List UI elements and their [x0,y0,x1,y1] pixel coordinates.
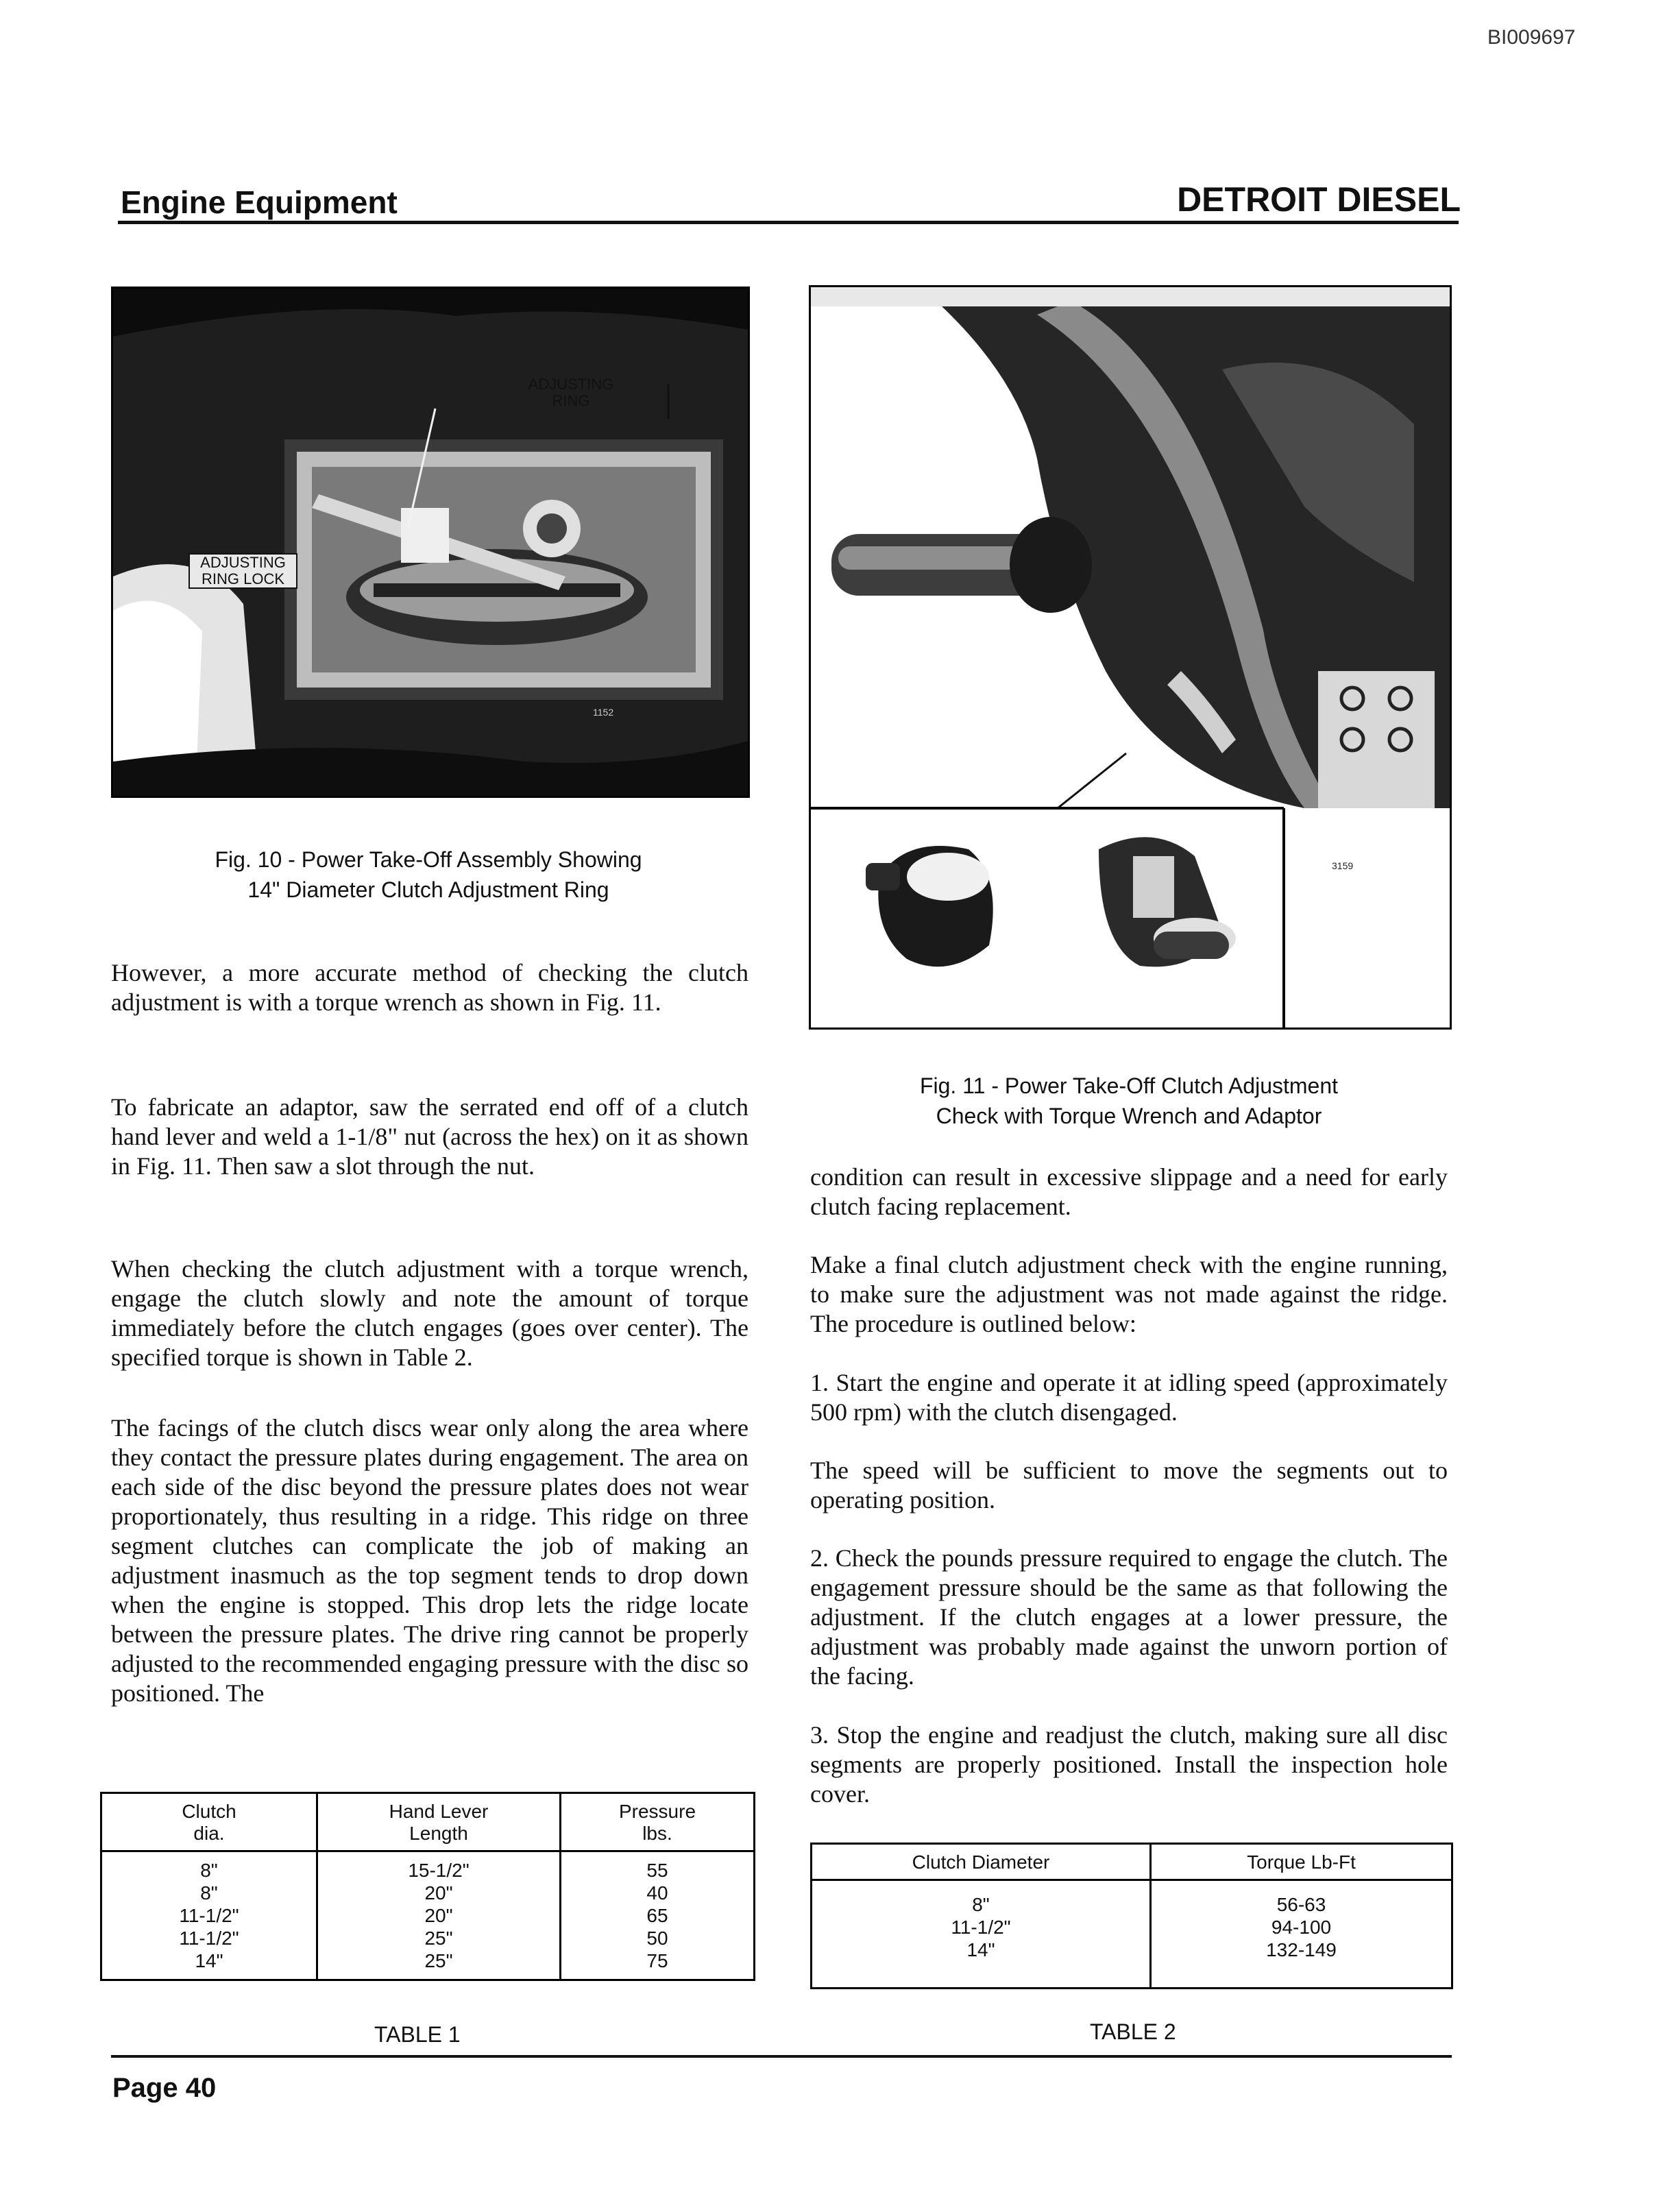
table-row: 14" [966,1939,995,1960]
table-1 [100,1792,755,1981]
table-1-header-clutch-line1: Clutch [182,1801,236,1822]
table-2-column-diameter [812,1880,1151,1988]
table-row: 50 [646,1928,668,1949]
figure-10-illustration [113,289,748,796]
table-row: 94-100 [1271,1917,1332,1938]
table-row: 40 [646,1882,668,1904]
figure-10-caption-line1: Fig. 10 - Power Take-Off Assembly Showing [215,847,642,872]
table-row: 11-1/2" [179,1928,239,1949]
table-row: 132-149 [1266,1939,1337,1960]
label-adjusting-ring-lock [188,553,297,589]
table-1-header-lever-line2: Length [409,1823,468,1844]
label-adjusting-ring-line1: ADJUSTING [528,376,614,393]
table-row: 8" [200,1860,218,1881]
table-2-grid [812,1845,1451,1987]
paragraph-checking-torque: When checking the clutch adjustment with a torque wrench, engage the clutch slowly and note the amount of torque immediately before the clutch engages (goes over center). The specified torque is shown in Table 2. [111,1255,748,1371]
figure-11-photo-number: 3159 [1332,860,1354,871]
paragraph-speed-sufficient: The speed will be sufficient to move the segments out to operating position. [810,1457,1448,1514]
figure-10-caption-line2: 14" Diameter Clutch Adjustment Ring [247,877,609,902]
table-2-header-torque: Torque Lb-Ft [1151,1845,1452,1880]
table-row: 8" [972,1894,990,1915]
table-1-column-pressure [561,1851,754,1980]
table-1-header-pressure [561,1794,754,1851]
table-1-grid [102,1794,753,1979]
page-number: Page 40 [112,2073,217,2103]
table-2 [810,1843,1453,1989]
step-2-check-pressure: 2. Check the pounds pressure required to engage the clutch. The engagement pressure should be the same as that following the adjustment. If the clutch engages at a lower pressure, the adjustment was probably made against the unworn portion of the facing. [810,1544,1448,1690]
label-adjusting-ring-line2: RING [552,392,590,409]
table-1-header-pressure-line1: Pressure [618,1801,696,1822]
table-1-header-lever-line1: Hand Lever [389,1801,489,1822]
paragraph-fabricate-adaptor: To fabricate an adaptor, saw the serrated end off of a clutch hand lever and weld a 1-1/8" nut (across the hex) on it as shown in Fig. 11. Then saw a slot through the nut. [111,1093,748,1180]
table-2-header-diameter: Clutch Diameter [812,1845,1151,1880]
label-adjusting-ring-lock-line2: RING LOCK [201,570,285,587]
label-adjusting-ring [516,376,626,409]
figure-11-illustration [811,287,1450,1028]
table-row: 20" [424,1882,453,1904]
section-title: Engine Equipment [121,184,398,220]
table-1-header-pressure-line2: lbs. [642,1823,672,1844]
figure-10-caption [111,844,746,905]
table-row: 8" [200,1882,218,1904]
paragraph-disc-facings: The facings of the clutch discs wear only along the area where they contact the pressure plates during engagement. The area on each side of the disc beyond the pressure plates does not wear proportionately, thus resulting in a ridge. This ridge on three segment clutches can complicate the job of making an adjustment inasmuch as the top segment tends to drop down when the engine is stopped. This drop lets the ridge locate between the pressure plates. The drive ring cannot be properly adjusted to the recommended engaging pressure with the disc so positioned. The [111,1414,748,1707]
figure-11-caption [810,1071,1448,1131]
paragraph-final-check: Make a final clutch adjustment check with the engine running, to make sure the adjustment was not made against the ridge. The procedure is outlined below: [810,1251,1448,1337]
table-1-column-lever [317,1851,561,1980]
table-row: 56-63 [1276,1894,1326,1915]
table-row: 25" [424,1950,453,1971]
table-2-column-torque [1151,1880,1452,1988]
figure-10-photo [111,287,750,798]
table-row: 25" [424,1928,453,1949]
table-row: 15-1/2" [408,1860,470,1881]
table-1-column-clutch [102,1851,317,1980]
step-3-readjust: 3. Stop the engine and readjust the clutch, making sure all disc segments are properly positioned. Install the inspection hole cover. [810,1721,1448,1808]
table-1-header-clutch-line2: dia. [193,1823,225,1844]
table-row: 11-1/2" [179,1905,239,1926]
figure-11-caption-line1: Fig. 11 - Power Take-Off Clutch Adjustment [919,1073,1339,1098]
table-row: 20" [424,1905,453,1926]
figure-11-photo [809,285,1452,1030]
figure-10-photo-number: 1152 [593,707,614,718]
table-row: 55 [646,1860,668,1881]
footer-rule [111,2055,1452,2058]
table-2-caption: TABLE 2 [1090,2019,1176,2044]
table-row: 11-1/2" [951,1917,1011,1938]
table-1-header-lever [317,1794,561,1851]
table-row: 75 [646,1950,668,1971]
document-id: BI009697 [1487,26,1576,49]
table-1-caption: TABLE 1 [374,2022,461,2047]
step-1-start-engine: 1. Start the engine and operate it at idling speed (approximately 500 rpm) with the clutch disengaged. [810,1369,1448,1426]
paragraph-excessive-slippage: condition can result in excessive slippage and a need for early clutch facing replacement. [810,1163,1448,1220]
label-adjusting-ring-lock-line1: ADJUSTING [200,554,286,571]
table-1-header-clutch [102,1794,317,1851]
table-row: 65 [646,1905,668,1926]
paragraph-accurate-method: However, a more accurate method of checking the clutch adjustment is with a torque wrench as shown in Fig. 11. [111,959,748,1016]
brand-title: DETROIT DIESEL [1177,180,1461,219]
figure-11-caption-line2: Check with Torque Wrench and Adaptor [936,1104,1322,1128]
table-row: 14" [195,1950,223,1971]
header-rule [118,221,1459,224]
